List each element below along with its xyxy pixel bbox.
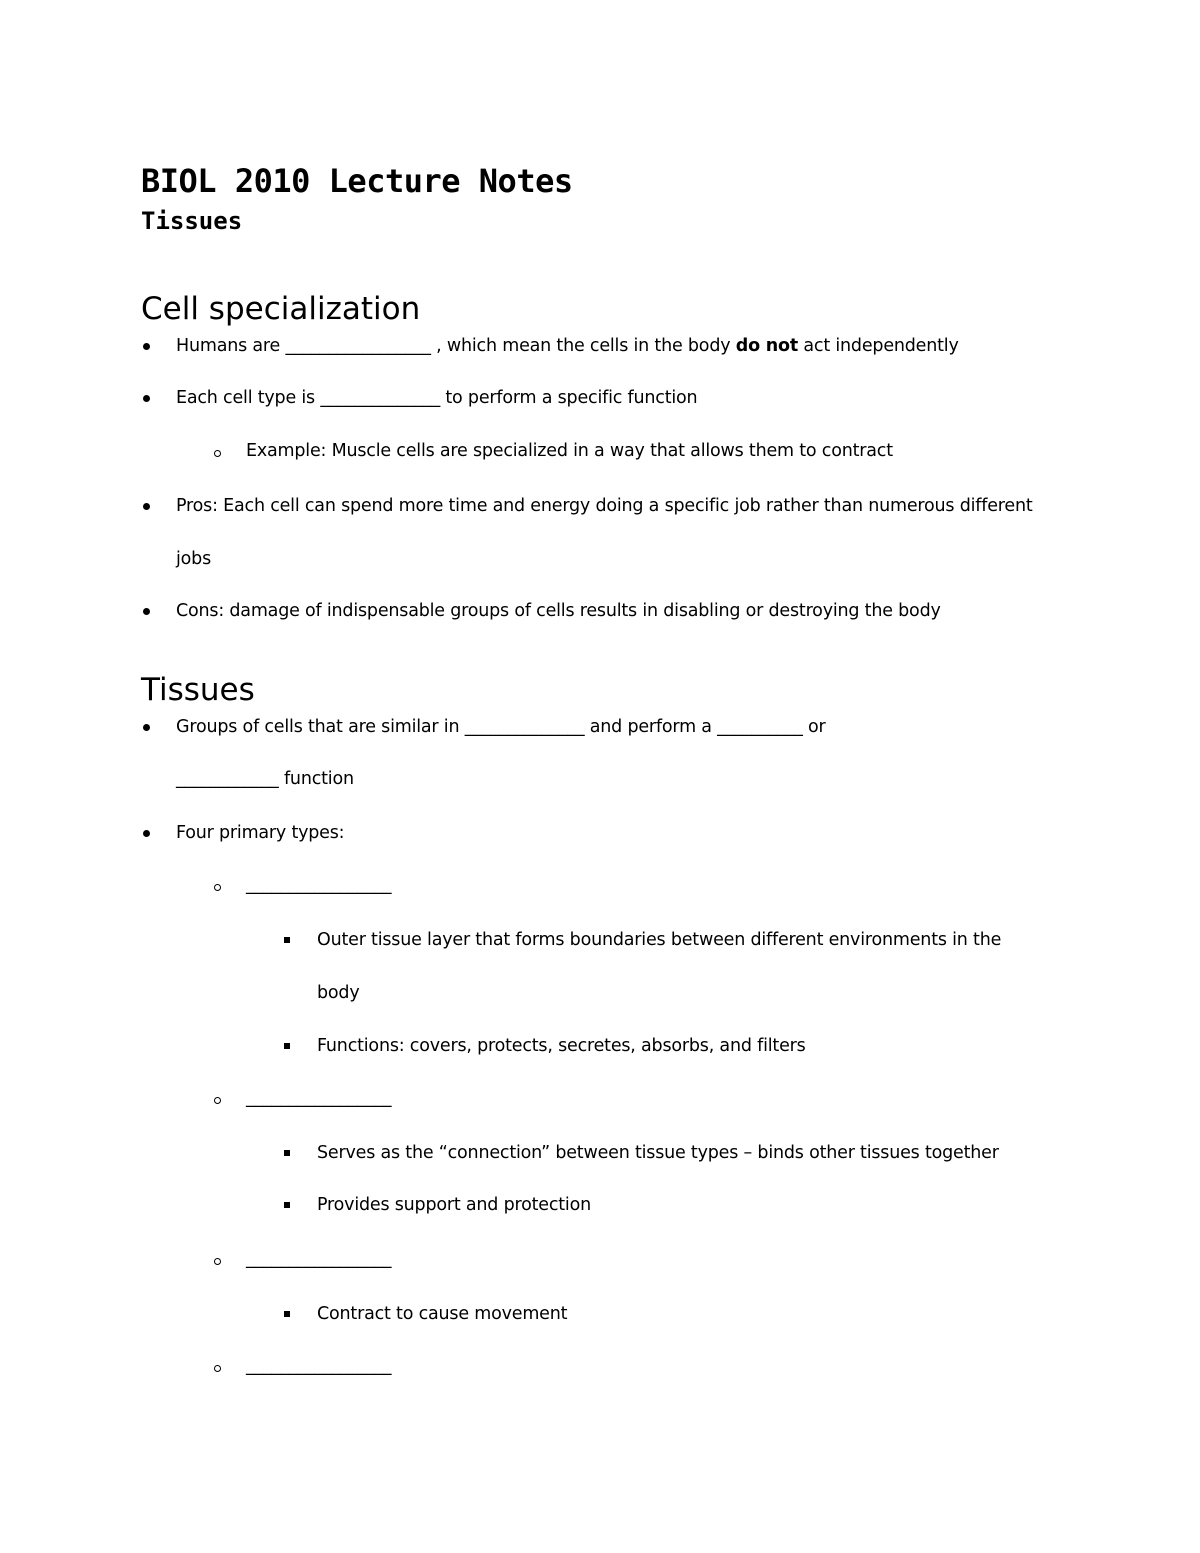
list-item-continuation: jobs: [176, 549, 211, 569]
list-item-text: act independently: [798, 336, 959, 356]
list-item-continuation: ____________ function: [176, 769, 354, 789]
list-item: Functions: covers, protects, secretes, absorbs, and filters: [317, 1036, 806, 1056]
section-heading-cell-specialization: Cell specialization: [141, 291, 421, 327]
bullet-disc-icon: [143, 724, 150, 731]
bullet-square-icon: [284, 1202, 290, 1208]
fill-in-blank: _________________: [246, 875, 392, 895]
bullet-disc-icon: [143, 395, 150, 402]
list-item: Provides support and protection: [317, 1195, 591, 1215]
list-item: Cons: damage of indispensable groups of cells results in disabling or destroying the body: [176, 601, 941, 621]
list-item: Contract to cause movement: [317, 1304, 568, 1324]
list-item: Groups of cells that are similar in ______________ and perform a __________ or: [176, 717, 826, 737]
document-title: BIOL 2010 Lecture Notes: [141, 162, 573, 200]
bullet-square-icon: [284, 1311, 290, 1317]
bullet-disc-icon: [143, 503, 150, 510]
bullet-disc-icon: [143, 830, 150, 837]
fill-in-blank: _________________: [246, 1088, 392, 1108]
list-item-text: Humans are _________________ , which mean the cells in the body: [176, 336, 736, 356]
bullet-square-icon: [284, 1043, 290, 1049]
bullet-square-icon: [284, 1150, 290, 1156]
fill-in-blank: _________________: [246, 1249, 392, 1269]
fill-in-blank: _________________: [246, 1356, 392, 1376]
bullet-circle-icon: [214, 450, 221, 457]
list-item: Outer tissue layer that forms boundaries between different environments in the: [317, 930, 1002, 950]
list-item: Serves as the “connection” between tissue types – binds other tissues together: [317, 1143, 999, 1163]
bullet-disc-icon: [143, 343, 150, 350]
section-heading-tissues: Tissues: [141, 672, 255, 708]
list-item: Example: Muscle cells are specialized in a way that allows them to contract: [246, 441, 893, 461]
list-item: Four primary types:: [176, 823, 345, 843]
list-item: Each cell type is ______________ to perform a specific function: [176, 388, 698, 408]
bullet-circle-icon: [214, 1365, 221, 1372]
emphasis-text: do not: [735, 336, 799, 356]
document-subtitle: Tissues: [141, 207, 243, 235]
bullet-square-icon: [284, 937, 290, 943]
bullet-disc-icon: [143, 608, 150, 615]
bullet-circle-icon: [214, 884, 221, 891]
bullet-circle-icon: [214, 1258, 221, 1265]
list-item-continuation: body: [317, 983, 360, 1003]
list-item: Pros: Each cell can spend more time and energy doing a specific job rather than numerous different: [176, 496, 1033, 516]
bullet-circle-icon: [214, 1097, 221, 1104]
list-item: [176, 336, 959, 356]
